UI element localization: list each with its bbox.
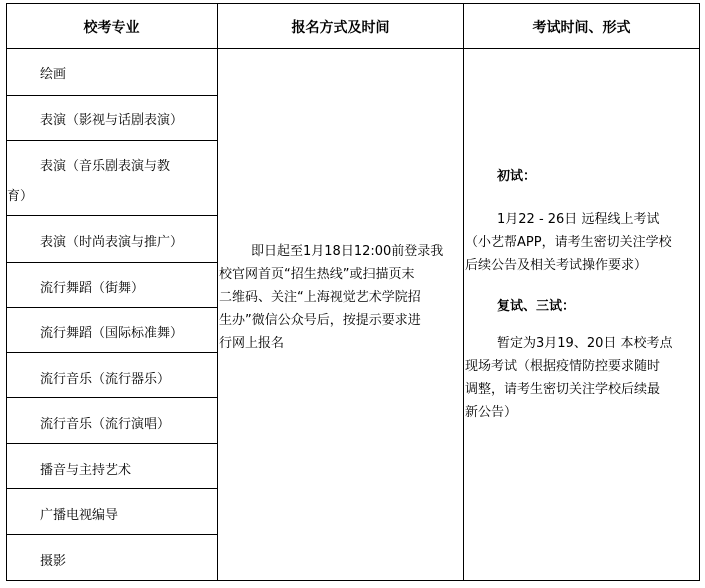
- second-exam-line: 现场考试（根据疫情防控要求随时: [465, 359, 661, 374]
- column-divider-2: [463, 3, 464, 581]
- column-divider-1: [217, 3, 218, 581]
- header-exam: 考试时间、形式: [532, 20, 631, 36]
- first-exam-line: 1月22 - 26日 远程线上考试: [497, 212, 660, 227]
- table-border-bottom: [6, 580, 700, 581]
- major-item: 流行音乐（流行演唱）: [40, 417, 171, 432]
- registration-line: 校官网首页“招生热线”或扫描页末: [219, 267, 415, 282]
- major-item: 表演（音乐剧表演与教: [40, 159, 171, 174]
- row-divider: [6, 397, 218, 398]
- table-border-top: [6, 3, 700, 4]
- major-item: 播音与主持艺术: [40, 463, 132, 478]
- exam-text: [465, 165, 698, 424]
- registration-line: 即日起至1月18日12:00前登录我: [251, 244, 444, 259]
- second-exam-line: 暂定为3月19、20日 本校考点: [497, 336, 673, 351]
- major-item: 表演（影视与话剧表演）: [40, 113, 184, 128]
- major-item: 摄影: [40, 554, 67, 569]
- row-divider: [6, 534, 218, 535]
- table-border-left: [6, 3, 7, 581]
- second-exam-line: 调整，请考生密切关注学校后续最: [465, 382, 661, 397]
- row-divider: [6, 443, 218, 444]
- row-divider: [6, 307, 218, 308]
- major-item-continuation: 育）: [7, 189, 34, 204]
- first-exam-line: 后续公告及相关考试操作要求）: [465, 258, 648, 273]
- registration-line: 生办”微信公众号后，按提示要求进: [219, 313, 421, 328]
- table-border-right: [699, 3, 700, 581]
- row-divider: [6, 262, 218, 263]
- header-divider: [6, 48, 700, 49]
- header-registration: 报名方式及时间: [291, 20, 390, 36]
- first-exam-line: （小艺帮APP，请考生密切关注学校: [465, 235, 672, 250]
- second-exam-title: 复试、三试：: [497, 299, 576, 314]
- row-divider: [6, 95, 218, 96]
- row-divider: [6, 140, 218, 141]
- row-divider: [6, 488, 218, 489]
- major-item: 流行舞蹈（国际标准舞）: [40, 326, 184, 341]
- major-item: 绘画: [40, 67, 67, 82]
- registration-text: [219, 240, 462, 355]
- first-exam-title: 初试：: [497, 169, 537, 184]
- registration-line: 二维码、关注“上海视觉艺术学院招: [219, 290, 421, 305]
- header-major: 校考专业: [83, 20, 140, 36]
- row-divider: [6, 352, 218, 353]
- major-item: 表演（时尚表演与推广）: [40, 235, 184, 250]
- major-item: 广播电视编导: [40, 508, 119, 523]
- major-item: 流行舞蹈（街舞）: [40, 281, 145, 296]
- second-exam-line: 新公告）: [465, 405, 518, 420]
- row-divider: [6, 215, 218, 216]
- major-item: 流行音乐（流行器乐）: [40, 372, 171, 387]
- registration-line: 行网上报名: [219, 336, 285, 351]
